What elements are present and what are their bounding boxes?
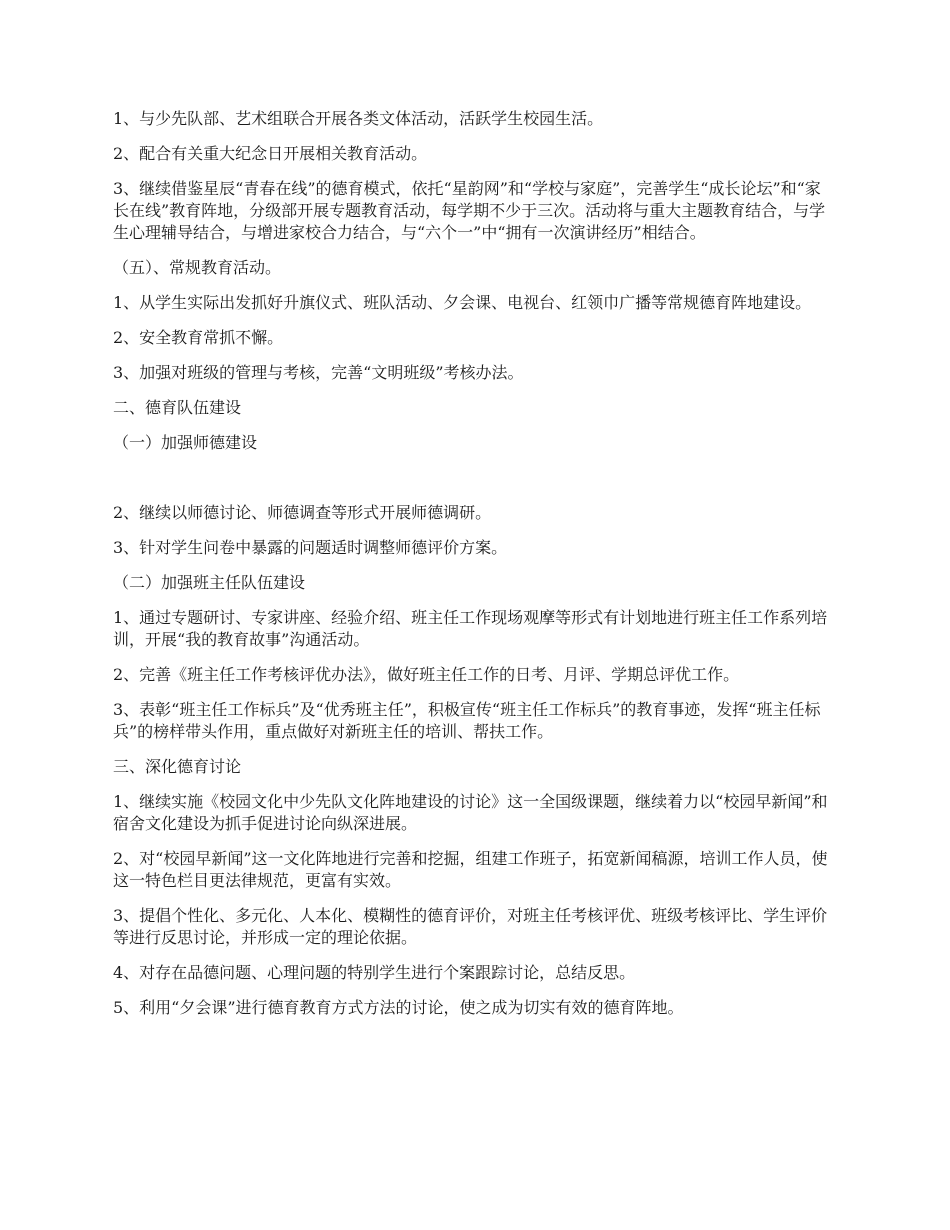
blank-gap [113, 467, 833, 502]
paragraph-research-5: 5、利用“夕会课”进行德育教育方式方法的讨论，使之成为切实有效的德育阵地。 [113, 998, 684, 1017]
paragraph-routine-3: 3、加强对班级的管理与考核，完善“文明班级”考核办法。 [113, 363, 524, 382]
paragraph-research-2: 2、对“校园早新闻”这一文化阵地进行完善和挖掘，组建工作班子，拓宽新闻稿源，培训工作人员，使这一特色栏目更法律规范，更富有实效。 [113, 849, 828, 890]
subsection-heading-teacher-ethics: （一）加强师德建设 [113, 433, 258, 452]
paragraph-research-4: 4、对存在品德问题、心理问题的特别学生进行个案跟踪讨论，总结反思。 [113, 963, 636, 982]
paragraph-activities-2: 2、配合有关重大纪念日开展相关教育活动。 [113, 144, 428, 163]
paragraph-ethics-3: 3、针对学生问卷中暴露的问题适时调整师德评价方案。 [113, 538, 508, 557]
paragraph-class-teacher-2: 2、完善《班主任工作考核评优办法》，做好班主任工作的日考、月评、学期总评优工作。 [113, 665, 740, 684]
paragraph-research-1: 1、继续实施《校园文化中少先队文化阵地建设的讨论》这一全国级课题，继续着力以“校园早新闻”和宿舍文化建设为抓手促进讨论向纵深进展。 [113, 792, 828, 833]
paragraph-ethics-2: 2、继续以师德讨论、师德调查等形式开展师德调研。 [113, 503, 492, 522]
section-heading-routine-education: （五）、常规教育活动。 [113, 258, 282, 277]
subsection-heading-class-teacher: （二）加强班主任队伍建设 [113, 573, 306, 592]
section-heading-team-building: 二、德育队伍建设 [113, 398, 242, 417]
paragraph-research-3: 3、提倡个性化、多元化、人本化、模糊性的德育评价，对班主任考核评优、班级考核评比、学生评价等进行反思讨论，并形成一定的理论依据。 [113, 906, 828, 947]
paragraph-routine-2: 2、安全教育常抓不懈。 [113, 328, 284, 347]
paragraph-class-teacher-1: 1、通过专题研讨、专家讲座、经验介绍、班主任工作现场观摩等形式有计划地进行班主任工作系列培训，开展“我的教育故事”沟通活动。 [113, 608, 828, 649]
paragraph-activities-1: 1、与少先队部、艺术组联合开展各类文体活动，活跃学生校园生活。 [113, 109, 604, 128]
section-heading-deepen-research: 三、深化德育讨论 [113, 757, 242, 776]
paragraph-activities-3: 3、继续借鉴星辰“青春在线”的德育模式，依托“星韵网”和“学校与家庭”，完善学生“成长论坛”和“家长在线”教育阵地，分级部开展专题教育活动，每学期不少于三次。活动将与重大主题教育结合，与学生心理辅导结合，与增进家校合力结合，与“六个一”中“拥有一次演讲经历”相结合。 [113, 179, 826, 242]
document-page [113, 108, 833, 1032]
paragraph-class-teacher-3: 3、表彰“班主任工作标兵”及“优秀班主任”，积极宣传“班主任工作标兵”的教育事迹，发挥“班主任标兵”的榜样带头作用，重点做好对新班主任的培训、帮扶工作。 [113, 700, 821, 741]
paragraph-routine-1: 1、从学生实际出发抓好升旗仪式、班队活动、夕会课、电视台、红领巾广播等常规德育阵地建设。 [113, 293, 812, 312]
